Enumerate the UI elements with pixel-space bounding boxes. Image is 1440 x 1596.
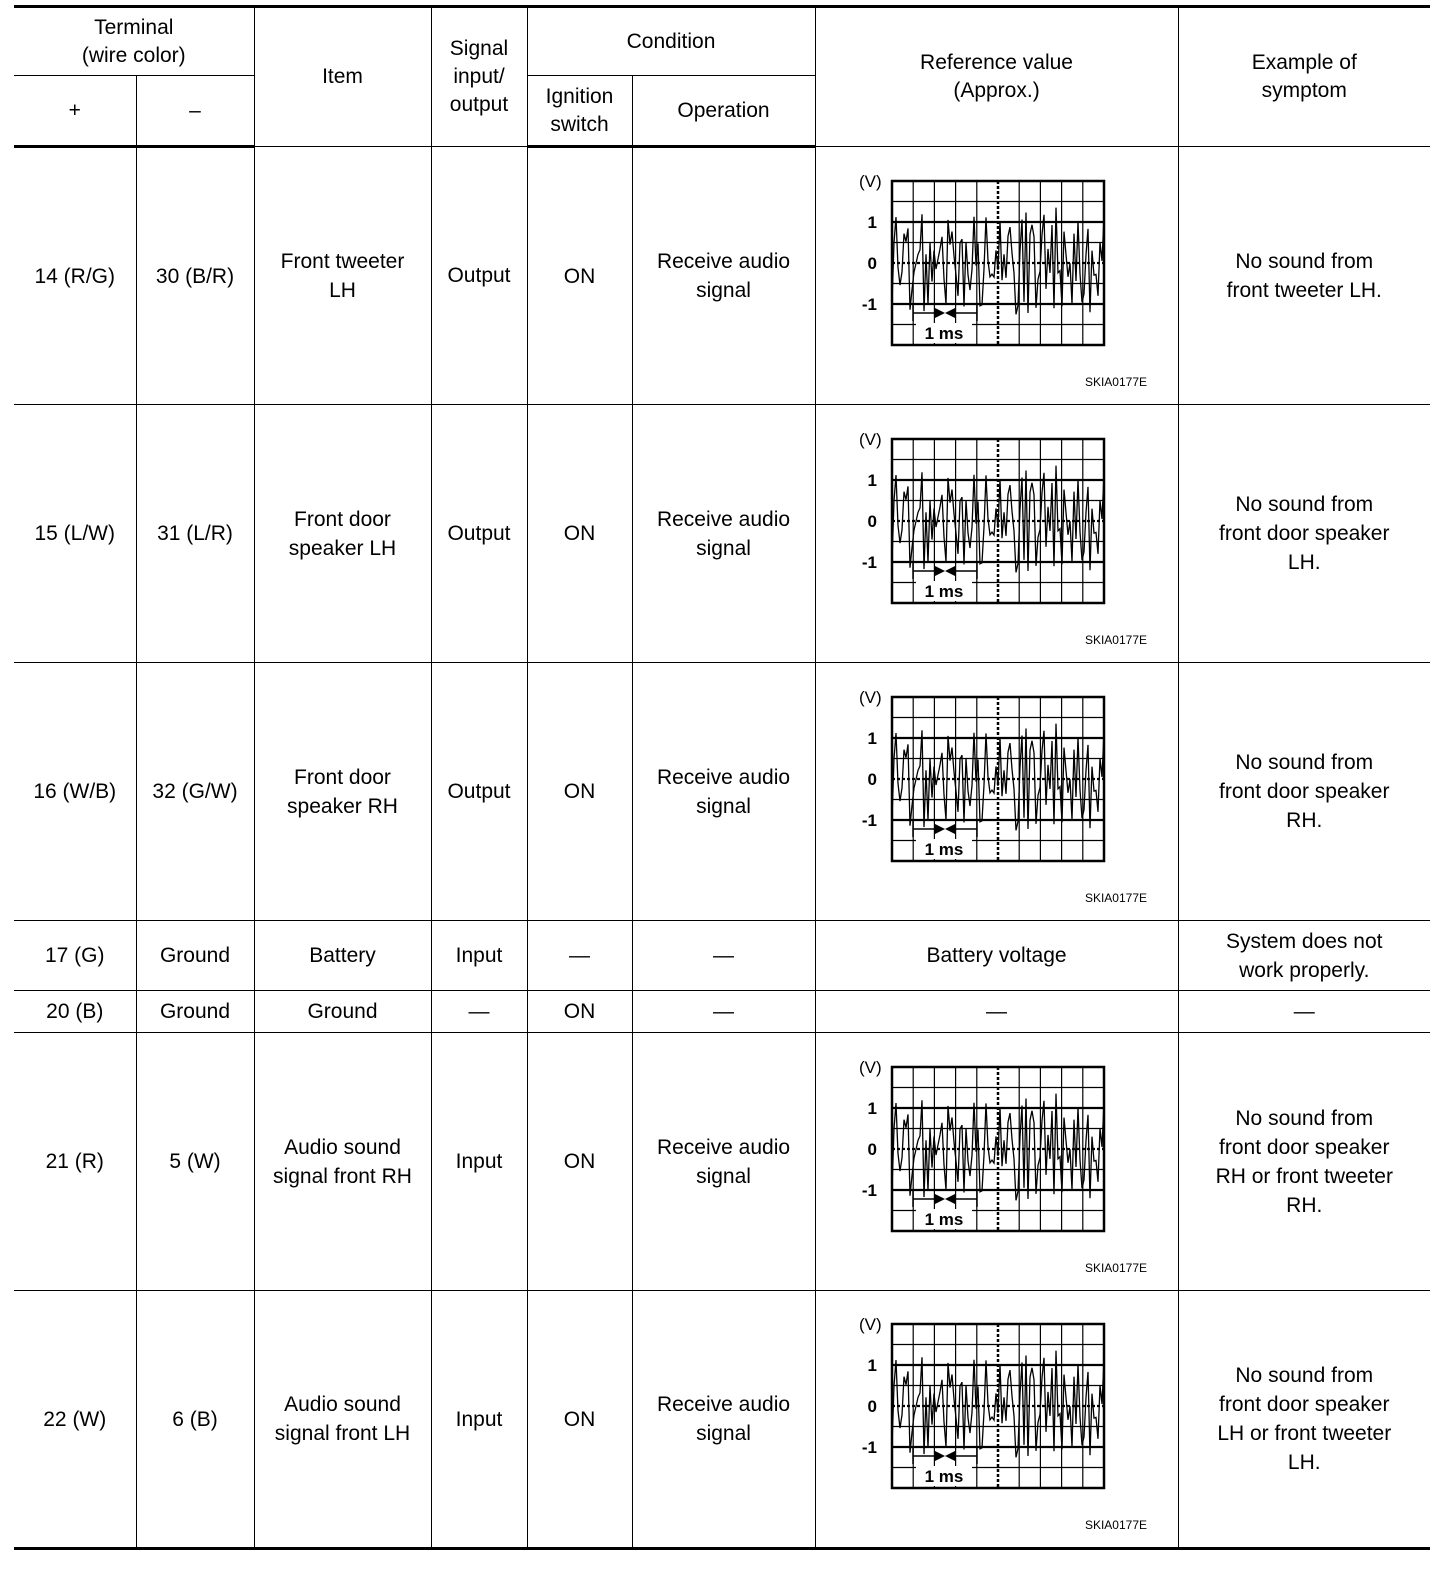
operation-cell: Receive audio signal: [632, 405, 815, 663]
item-cell: Audio sound signal front RH: [254, 1033, 431, 1291]
terminal-minus: Ground: [136, 921, 254, 991]
oscilloscope-svg: [837, 677, 1157, 907]
table-row: [14, 1033, 1430, 1291]
header-row-1: [14, 7, 1430, 76]
span-arrow-right: [935, 308, 945, 318]
header-signal: Signal input/ output: [431, 7, 527, 147]
operation-cell: Receive audio signal: [632, 1033, 815, 1291]
oscilloscope-figure: [822, 419, 1172, 649]
signal-cell: Output: [431, 147, 527, 405]
symptom-cell: —: [1178, 991, 1430, 1033]
reference-cell: [815, 405, 1178, 663]
scope-time-label: 1 ms: [924, 323, 963, 343]
scope-y-tick: 0: [867, 1139, 877, 1159]
item-cell: Front door speaker RH: [254, 663, 431, 921]
scope-time-label: 1 ms: [924, 1467, 963, 1486]
signal-cell: Output: [431, 405, 527, 663]
ignition-cell: ON: [527, 1291, 632, 1549]
signal-cell: Input: [431, 1291, 527, 1549]
span-arrow-right: [935, 1194, 945, 1204]
scope-y-tick: -1: [861, 552, 877, 572]
span-arrow-left: [945, 824, 955, 834]
header-item: Item: [254, 7, 431, 147]
header-symptom: Example of symptom: [1178, 7, 1430, 147]
reference-cell: [815, 663, 1178, 921]
scope-y-tick: 0: [867, 1397, 877, 1416]
terminal-minus: 6 (B): [136, 1291, 254, 1549]
symptom-cell: No sound from front door speaker RH.: [1178, 663, 1430, 921]
figure-code: SKIA0177E: [1084, 1518, 1147, 1532]
reference-cell: Battery voltage: [815, 921, 1178, 991]
span-arrow-right: [935, 566, 945, 576]
ignition-cell: ON: [527, 147, 632, 405]
scope-y-tick: 0: [867, 253, 877, 273]
figure-code: SKIA0177E: [1084, 374, 1147, 389]
signal-cell: Input: [431, 1033, 527, 1291]
terminal-plus: 22 (W): [14, 1291, 136, 1549]
terminal-plus: 20 (B): [14, 991, 136, 1033]
header-terminal: Terminal (wire color): [14, 7, 254, 76]
reference-cell: [815, 1291, 1178, 1549]
scope-unit-label: (V): [858, 1315, 882, 1334]
scope-y-tick: 1: [867, 470, 877, 490]
header-plus: +: [14, 76, 136, 147]
table-row: [14, 147, 1430, 405]
oscilloscope-figure: [822, 1304, 1172, 1534]
scope-unit-label: (V): [858, 429, 882, 449]
table-row: [14, 991, 1430, 1033]
item-cell: Ground: [254, 991, 431, 1033]
symptom-cell: System does not work properly.: [1178, 921, 1430, 991]
span-arrow-right: [935, 1451, 945, 1461]
figure-code: SKIA0177E: [1084, 632, 1147, 647]
ignition-cell: —: [527, 921, 632, 991]
scope-y-tick: 1: [867, 212, 877, 232]
header-condition: Condition: [527, 7, 815, 76]
oscilloscope-figure: [822, 677, 1172, 907]
operation-cell: Receive audio signal: [632, 1291, 815, 1549]
terminal-reference-table: [14, 5, 1430, 1550]
scope-time-label: 1 ms: [924, 581, 963, 601]
table-row: [14, 1291, 1430, 1549]
signal-cell: —: [431, 991, 527, 1033]
scope-y-tick: -1: [861, 294, 877, 314]
scope-y-tick: 1: [867, 728, 877, 748]
header-reference: Reference value (Approx.): [815, 7, 1178, 147]
oscilloscope-svg: [837, 419, 1157, 649]
scope-time-label: 1 ms: [924, 839, 963, 859]
terminal-plus: 21 (R): [14, 1033, 136, 1291]
terminal-minus: 32 (G/W): [136, 663, 254, 921]
oscilloscope-figure: [822, 1047, 1172, 1277]
scope-y-tick: 0: [867, 511, 877, 531]
header-minus: –: [136, 76, 254, 147]
figure-code: SKIA0177E: [1084, 1260, 1147, 1275]
item-cell: Front door speaker LH: [254, 405, 431, 663]
symptom-cell: No sound from front door speaker LH.: [1178, 405, 1430, 663]
reference-cell: —: [815, 991, 1178, 1033]
terminal-plus: 17 (G): [14, 921, 136, 991]
terminal-minus: Ground: [136, 991, 254, 1033]
oscilloscope-svg: [837, 1304, 1157, 1534]
reference-cell: [815, 147, 1178, 405]
header-ignition: Ignition switch: [527, 76, 632, 147]
terminal-plus: 16 (W/B): [14, 663, 136, 921]
scope-unit-label: (V): [858, 687, 882, 707]
signal-cell: Input: [431, 921, 527, 991]
table-row: [14, 663, 1430, 921]
scope-y-tick: 0: [867, 769, 877, 789]
terminal-minus: 31 (L/R): [136, 405, 254, 663]
span-arrow-left: [945, 566, 955, 576]
reference-cell: [815, 1033, 1178, 1291]
oscilloscope-svg: [837, 1047, 1157, 1277]
item-cell: Battery: [254, 921, 431, 991]
scope-y-tick: -1: [861, 1180, 877, 1200]
terminal-minus: 30 (B/R): [136, 147, 254, 405]
item-cell: Audio sound signal front LH: [254, 1291, 431, 1549]
ignition-cell: ON: [527, 405, 632, 663]
oscilloscope-figure: [822, 161, 1172, 391]
symptom-cell: No sound from front door speaker LH or front tweeter LH.: [1178, 1291, 1430, 1549]
span-arrow-left: [945, 1194, 955, 1204]
span-arrow-right: [935, 824, 945, 834]
terminal-minus: 5 (W): [136, 1033, 254, 1291]
item-cell: Front tweeter LH: [254, 147, 431, 405]
ignition-cell: ON: [527, 663, 632, 921]
operation-cell: Receive audio signal: [632, 663, 815, 921]
operation-cell: Receive audio signal: [632, 147, 815, 405]
terminal-plus: 14 (R/G): [14, 147, 136, 405]
operation-cell: —: [632, 991, 815, 1033]
header-operation: Operation: [632, 76, 815, 147]
ignition-cell: ON: [527, 1033, 632, 1291]
scope-time-label: 1 ms: [924, 1209, 963, 1229]
table-row: [14, 921, 1430, 991]
span-arrow-left: [945, 1451, 955, 1461]
table-row: [14, 405, 1430, 663]
scope-y-tick: 1: [867, 1356, 877, 1375]
scope-y-tick: -1: [861, 810, 877, 830]
oscilloscope-svg: [837, 161, 1157, 391]
scope-unit-label: (V): [858, 171, 882, 191]
scope-y-tick: -1: [861, 1438, 877, 1457]
span-arrow-left: [945, 308, 955, 318]
scope-unit-label: (V): [858, 1057, 882, 1077]
terminal-plus: 15 (L/W): [14, 405, 136, 663]
symptom-cell: No sound from front door speaker RH or front tweeter RH.: [1178, 1033, 1430, 1291]
ignition-cell: ON: [527, 991, 632, 1033]
symptom-cell: No sound from front tweeter LH.: [1178, 147, 1430, 405]
figure-code: SKIA0177E: [1084, 890, 1147, 905]
signal-cell: Output: [431, 663, 527, 921]
operation-cell: —: [632, 921, 815, 991]
scope-y-tick: 1: [867, 1098, 877, 1118]
